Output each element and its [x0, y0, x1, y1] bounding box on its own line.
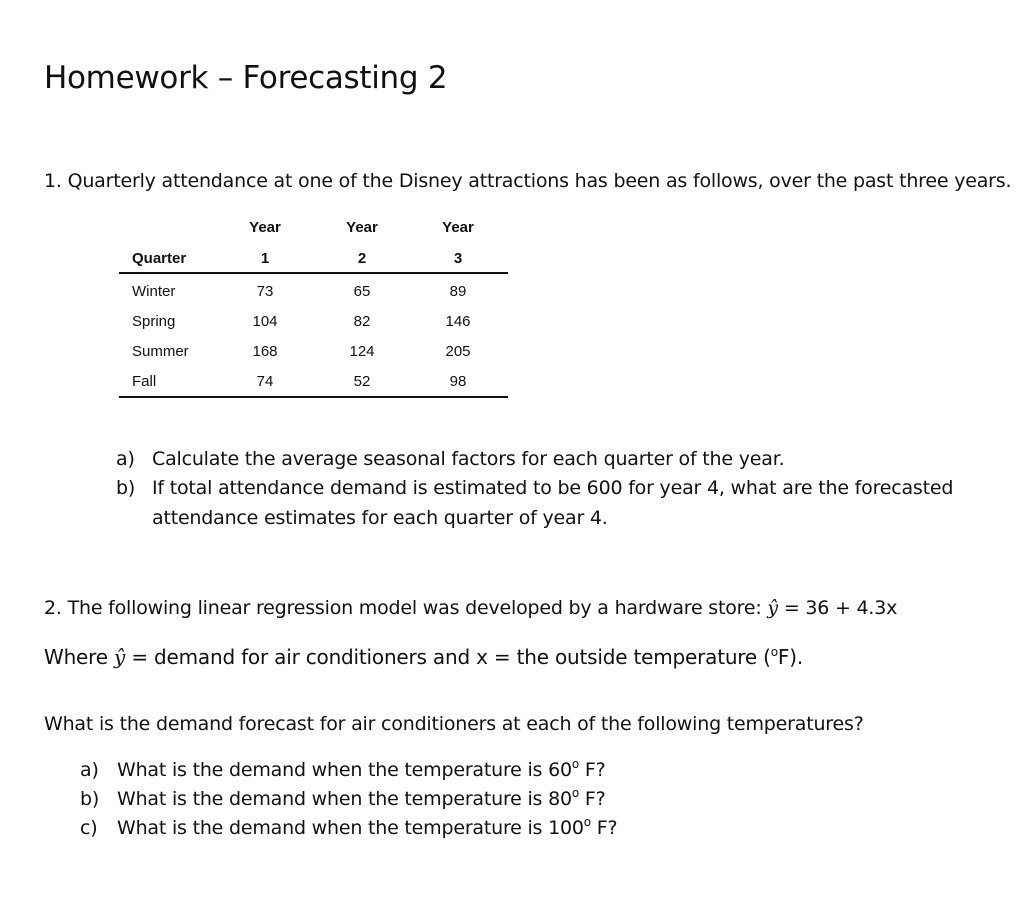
q2-item-c-label: c): [80, 817, 98, 839]
question-2-model-line: [44, 597, 897, 619]
q2-line1-equation: = 36 + 4.3x: [783, 597, 898, 619]
q2-item-c-text-main: What is the demand when the temperature is 100: [117, 817, 584, 839]
degree-symbol: o: [583, 815, 591, 829]
table-cell: 89: [449, 283, 467, 300]
q2-line1-prefix: 2. The following linear regression model was developed by a hardware store:: [44, 597, 762, 619]
q2-line2-prefix: Where: [44, 645, 108, 669]
table-row: [119, 373, 508, 393]
table-header-rule: [119, 272, 508, 274]
page-title: Homework – Forecasting 2: [44, 60, 448, 96]
table-bottom-rule: [119, 396, 508, 398]
degree-symbol: o: [770, 645, 778, 659]
table-cell: 52: [353, 373, 371, 390]
q2-item-a-text-main: What is the demand when the temperature is 60: [117, 759, 572, 781]
table-cell: 74: [256, 373, 274, 390]
table-cell: 168: [252, 343, 278, 360]
y-hat-symbol: ŷ: [114, 645, 126, 669]
row-quarter-label: Summer: [132, 343, 189, 360]
column-header-year-number: 2: [357, 250, 367, 267]
q2-item-c-text: [117, 817, 617, 839]
row-quarter-label: Fall: [132, 373, 157, 390]
table-cell: 82: [353, 313, 371, 330]
table-cell: 124: [349, 343, 375, 360]
q2-item-a-text: [117, 759, 606, 781]
table-cell: 146: [445, 313, 471, 330]
q2-line2-text: = demand for air conditioners and x = the outside temperature (: [131, 645, 771, 669]
q1-item-a-text: Calculate the average seasonal factors for each quarter of the year.: [152, 448, 785, 470]
q1-item-b-text-line-1: If total attendance demand is estimated to be 600 for year 4, what are the forecasted: [152, 477, 954, 499]
column-header-year: Year: [442, 219, 474, 236]
row-quarter-label: Winter: [132, 283, 176, 300]
q2-item-a-label: a): [80, 759, 99, 781]
q2-item-a-text-unit: F?: [579, 759, 606, 781]
table-cell: 104: [252, 313, 278, 330]
q2-item-b-text-unit: F?: [579, 788, 606, 810]
table-cell: 73: [256, 283, 274, 300]
q2-line2-end: F).: [777, 645, 803, 669]
question-1-intro: 1. Quarterly attendance at one of the Disney attractions has been as follows, over the past three years.: [44, 170, 1012, 192]
table-cell: 205: [445, 343, 471, 360]
column-header-year: Year: [346, 219, 378, 236]
q1-item-b-text-line-2: attendance estimates for each quarter of year 4.: [152, 507, 608, 529]
column-header-year: Year: [249, 219, 281, 236]
q2-item-b-text-main: What is the demand when the temperature is 80: [117, 788, 572, 810]
row-quarter-label: Spring: [132, 313, 176, 330]
table-row: [119, 313, 508, 333]
y-hat-symbol: ŷ: [767, 597, 778, 619]
q2-item-b-label: b): [80, 788, 100, 810]
q2-item-b-text: [117, 788, 606, 810]
q2-item-c-text-unit: F?: [590, 817, 618, 839]
column-header-year-number: 1: [260, 250, 270, 267]
degree-symbol: o: [571, 757, 580, 771]
table-cell: 65: [353, 283, 371, 300]
question-2-where-line: [44, 645, 803, 669]
table-cell: 98: [449, 373, 467, 390]
degree-symbol: o: [571, 786, 580, 800]
table-row: [119, 343, 508, 363]
table-row: [119, 283, 508, 303]
q1-item-b-label: b): [116, 477, 136, 499]
question-2-prompt: What is the demand forecast for air conditioners at each of the following temperatures?: [44, 713, 864, 735]
column-header-quarter: Quarter: [132, 250, 187, 267]
column-header-year-number: 3: [453, 250, 463, 267]
q1-item-a-label: a): [116, 448, 135, 470]
